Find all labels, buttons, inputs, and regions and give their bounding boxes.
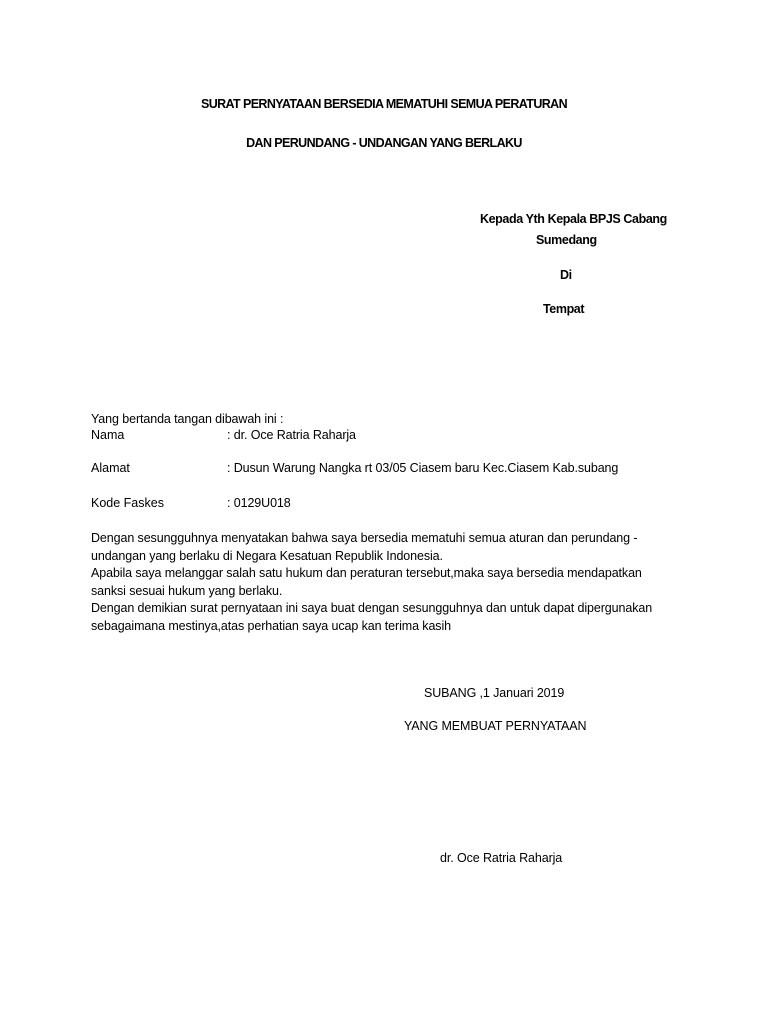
document-title-line-1: SURAT PERNYATAAN BERSEDIA MEMATUHI SEMUA PERATURAN: [200, 97, 568, 111]
recipient-line-2: Sumedang: [536, 233, 597, 247]
recipient-line-3: Di: [560, 268, 572, 282]
signature-place-date: SUBANG ,1 Januari 2019: [424, 686, 565, 700]
document-title-line-2: DAN PERUNDANG - UNDANGAN YANG BERLAKU: [246, 136, 522, 150]
statement-line: Dengan sesungguhnya menyatakan bahwa saya bersedia mematuhi semua aturan dan perundang -: [91, 531, 638, 545]
statement-paragraph: [91, 530, 711, 635]
kode-faskes-label: Kode Faskes: [91, 496, 164, 510]
signature-role: YANG MEMBUAT PERNYATAAN: [404, 719, 587, 733]
recipient-line-4: Tempat: [543, 302, 585, 316]
statement-line: undangan yang berlaku di Negara Kesatuan Republik Indonesia.: [91, 548, 443, 563]
alamat-value: : Dusun Warung Nangka rt 03/05 Ciasem baru Kec.Ciasem Kab.subang: [227, 461, 619, 475]
kode-faskes-value: : 0129U018: [227, 496, 291, 510]
statement-line: sanksi sesuai hukum yang berlaku.: [91, 583, 283, 598]
statement-line: Dengan demikian surat pernyataan ini saya buat dengan sesungguhnya dan untuk dapat dipergunakan: [91, 601, 653, 615]
statement-line: sebagaimana mestinya,atas perhatian saya ucap kan terima kasih: [91, 618, 451, 633]
alamat-label: Alamat: [91, 461, 130, 475]
statement-line: Apabila saya melanggar salah satu hukum dan peraturan tersebut,maka saya bersedia mendapatkan: [91, 566, 642, 580]
signature-name: dr. Oce Ratria Raharja: [440, 851, 563, 865]
nama-value: : dr. Oce Ratria Raharja: [227, 428, 356, 442]
nama-label: Nama: [91, 428, 125, 442]
recipient-line-1: Kepada Yth Kepala BPJS Cabang: [480, 212, 667, 226]
intro-text: Yang bertanda tangan dibawah ini :: [91, 412, 284, 426]
